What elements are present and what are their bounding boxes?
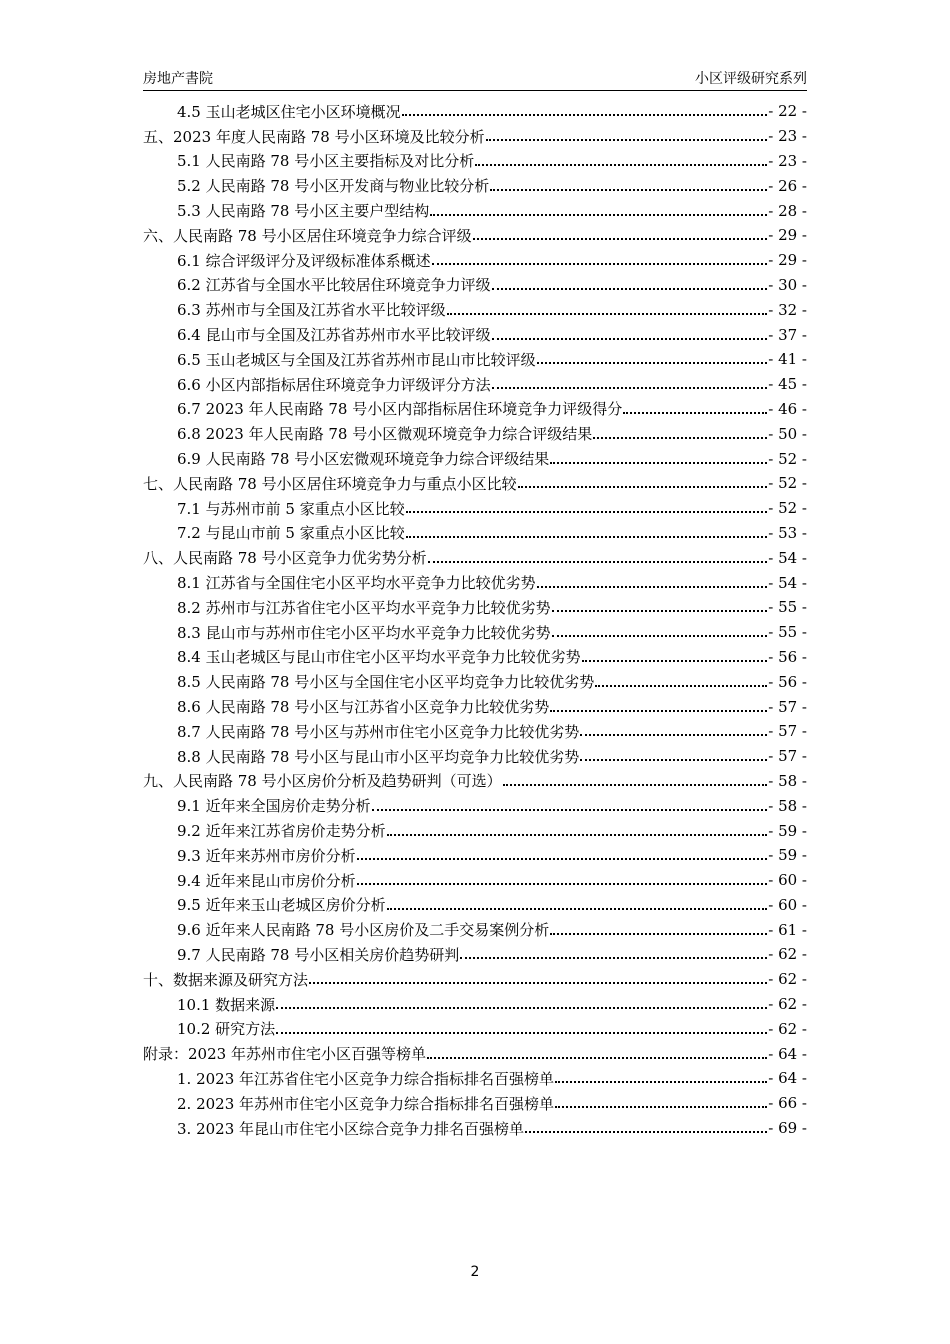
toc-entry[interactable] <box>143 149 807 174</box>
toc-entry-title: 9.6 近年来人民南路 78 号小区房价及二手交易案例分析 <box>177 921 550 940</box>
toc-entry-page: - 64 - <box>768 1069 807 1088</box>
toc-entry-page: - 57 - <box>768 697 807 716</box>
toc-entry[interactable] <box>143 545 807 570</box>
toc-entry-title: 6.7 2023 年人民南路 78 号小区内部指标居住环境竞争力评级得分 <box>177 400 623 419</box>
toc-entry-page: - 62 - <box>768 945 807 964</box>
toc-entry-page: - 52 - <box>768 499 807 518</box>
toc-leader-dots <box>492 338 768 340</box>
toc-leader-dots <box>486 139 768 141</box>
toc-entry[interactable] <box>143 421 807 446</box>
toc-leader-dots <box>580 734 767 736</box>
toc-entry-page: - 53 - <box>768 523 807 542</box>
toc-entry[interactable] <box>143 818 807 843</box>
toc-leader-dots <box>550 933 767 935</box>
toc-entry-title: 3. 2023 年昆山市住宅小区综合竞争力排名百强榜单 <box>177 1119 525 1138</box>
toc-entry[interactable] <box>143 719 807 744</box>
toc-entry-page: - 30 - <box>768 275 807 294</box>
toc-entry[interactable] <box>143 694 807 719</box>
toc-entry-page: - 41 - <box>768 350 807 369</box>
toc-leader-dots <box>550 710 767 712</box>
toc-entry-page: - 50 - <box>768 424 807 443</box>
toc-entry[interactable] <box>143 744 807 769</box>
toc-entry-page: - 59 - <box>768 821 807 840</box>
toc-entry-page: - 22 - <box>768 102 807 121</box>
toc-entry[interactable] <box>143 372 807 397</box>
toc-entry[interactable] <box>143 198 807 223</box>
toc-entry-page: - 62 - <box>768 970 807 989</box>
toc-leader-dots <box>593 437 767 439</box>
toc-leader-dots <box>276 1007 767 1009</box>
toc-entry-page: - 28 - <box>768 201 807 220</box>
toc-leader-dots <box>492 387 768 389</box>
toc-entry-page: - 57 - <box>768 747 807 766</box>
toc-entry[interactable] <box>143 595 807 620</box>
toc-entry-title: 9.1 近年来全国房价走势分析 <box>177 797 371 816</box>
toc-entry[interactable] <box>143 645 807 670</box>
toc-entry-title: 5.2 人民南路 78 号小区开发商与物业比较分析 <box>177 177 490 196</box>
toc-entry-title: 6.5 玉山老城区与全国及江苏省苏州市昆山市比较评级 <box>177 350 536 369</box>
toc-entry-title: 6.8 2023 年人民南路 78 号小区微观环境竞争力综合评级结果 <box>177 425 593 444</box>
toc-entry[interactable] <box>143 769 807 794</box>
toc-entry[interactable] <box>143 173 807 198</box>
toc-leader-dots <box>582 660 768 662</box>
toc-leader-dots <box>537 362 768 364</box>
toc-entry[interactable] <box>143 1091 807 1116</box>
toc-entry[interactable] <box>143 942 807 967</box>
toc-entry-page: - 66 - <box>768 1094 807 1113</box>
toc-entry-page: - 56 - <box>768 647 807 666</box>
toc-entry[interactable] <box>143 223 807 248</box>
toc-entry[interactable] <box>143 347 807 372</box>
toc-entry-title: 10.2 研究方法 <box>177 1020 276 1039</box>
toc-entry-title: 6.2 江苏省与全国水平比较居住环境竞争力评级 <box>177 276 491 295</box>
toc-entry[interactable] <box>143 843 807 868</box>
toc-leader-dots <box>357 858 768 860</box>
toc-leader-dots <box>402 114 768 116</box>
toc-entry-title: 1. 2023 年江苏省住宅小区竞争力综合指标排名百强榜单 <box>177 1069 555 1088</box>
toc-entry-page: - 29 - <box>768 251 807 270</box>
toc-leader-dots <box>387 908 768 910</box>
toc-entry-title: 9.5 近年来玉山老城区房价分析 <box>177 896 386 915</box>
toc-entry[interactable] <box>143 620 807 645</box>
toc-entry-title: 8.5 人民南路 78 号小区与全国住宅小区平均竞争力比较优劣势 <box>177 673 595 692</box>
toc-entry-title: 九、人民南路 78 号小区房价分析及趋势研判（可选） <box>143 772 502 791</box>
toc-entry-title: 8.6 人民南路 78 号小区与江苏省小区竞争力比较优劣势 <box>177 698 550 717</box>
toc-entry-page: - 52 - <box>768 449 807 468</box>
toc-leader-dots <box>490 189 767 191</box>
toc-entry[interactable] <box>143 893 807 918</box>
page-header <box>143 68 807 91</box>
toc-entry-page: - 59 - <box>768 846 807 865</box>
toc-entry-page: - 37 - <box>768 325 807 344</box>
toc-entry[interactable] <box>143 992 807 1017</box>
toc-leader-dots <box>525 1131 767 1133</box>
toc-entry-title: 8.1 江苏省与全国住宅小区平均水平竞争力比较优劣势 <box>177 574 536 593</box>
toc-entry[interactable] <box>143 570 807 595</box>
toc-entry[interactable] <box>143 521 807 546</box>
toc-entry[interactable] <box>143 322 807 347</box>
toc-entry-page: - 54 - <box>768 548 807 567</box>
toc-entry[interactable] <box>143 273 807 298</box>
toc-entry-title: 8.7 人民南路 78 号小区与苏州市住宅小区竞争力比较优劣势 <box>177 722 580 741</box>
toc-entry-page: - 52 - <box>768 474 807 493</box>
toc-entry-page: - 64 - <box>768 1044 807 1063</box>
toc-entry-title: 7.2 与昆山市前 5 家重点小区比较 <box>177 524 405 543</box>
toc-entry-title: 附录：2023 年苏州市住宅小区百强等榜单 <box>143 1045 426 1064</box>
toc-entry[interactable] <box>143 1066 807 1091</box>
toc-entry[interactable] <box>143 868 807 893</box>
toc-leader-dots <box>550 462 767 464</box>
toc-leader-dots <box>555 1081 767 1083</box>
toc-entry[interactable] <box>143 397 807 422</box>
toc-leader-dots <box>309 982 767 984</box>
toc-leader-dots <box>475 164 767 166</box>
toc-entry-page: - 32 - <box>768 300 807 319</box>
toc-entry-title: 9.4 近年来昆山市房价分析 <box>177 871 356 890</box>
toc-entry[interactable] <box>143 1116 807 1141</box>
toc-entry-page: - 61 - <box>768 920 807 939</box>
toc-entry-page: - 54 - <box>768 573 807 592</box>
toc-entry-title: 五、2023 年度人民南路 78 号小区环境及比较分析 <box>143 127 485 146</box>
toc-entry-title: 9.7 人民南路 78 号小区相关房价趋势研判 <box>177 945 460 964</box>
header-series: 小区评级研究系列 <box>695 71 807 87</box>
toc-leader-dots <box>447 313 768 315</box>
toc-entry-title: 6.6 小区内部指标居住环境竞争力评级评分方法 <box>177 375 491 394</box>
toc-entry-page: - 58 - <box>768 796 807 815</box>
toc-leader-dots <box>623 412 767 414</box>
toc-entry-page: - 62 - <box>768 995 807 1014</box>
toc-entry[interactable] <box>143 967 807 992</box>
toc-entry-page: - 46 - <box>768 399 807 418</box>
toc-entry-page: - 26 - <box>768 176 807 195</box>
toc-leader-dots <box>492 288 768 290</box>
toc-leader-dots <box>427 1057 767 1059</box>
toc-leader-dots <box>357 883 768 885</box>
toc-entry[interactable] <box>143 471 807 496</box>
toc-entry-page: - 58 - <box>768 771 807 790</box>
toc-leader-dots <box>432 263 768 265</box>
toc-entry-title: 6.9 人民南路 78 号小区宏微观环境竞争力综合评级结果 <box>177 450 550 469</box>
toc-entry-page: - 62 - <box>768 1019 807 1038</box>
toc-leader-dots <box>430 214 767 216</box>
toc-entry-title: 2. 2023 年苏州市住宅小区竞争力综合指标排名百强榜单 <box>177 1094 555 1113</box>
toc-entry-title: 4.5 玉山老城区住宅小区环境概况 <box>177 102 401 121</box>
toc-leader-dots <box>387 834 768 836</box>
toc-leader-dots <box>555 1106 767 1108</box>
toc-entry-page: - 69 - <box>768 1119 807 1138</box>
table-of-contents <box>143 99 807 1140</box>
toc-leader-dots <box>276 1032 767 1034</box>
toc-entry-page: - 60 - <box>768 871 807 890</box>
toc-entry-title: 六、人民南路 78 号小区居住环境竞争力综合评级 <box>143 226 472 245</box>
toc-entry-title: 8.2 苏州市与江苏省住宅小区平均水平竞争力比较优劣势 <box>177 598 551 617</box>
toc-entry[interactable] <box>143 124 807 149</box>
toc-entry-page: - 29 - <box>768 226 807 245</box>
toc-leader-dots <box>595 685 767 687</box>
toc-leader-dots <box>518 486 768 488</box>
toc-entry-title: 七、人民南路 78 号小区居住环境竞争力与重点小区比较 <box>143 474 517 493</box>
toc-entry-title: 十、数据来源及研究方法 <box>143 970 309 989</box>
toc-leader-dots <box>503 784 768 786</box>
toc-entry-page: - 23 - <box>768 127 807 146</box>
toc-leader-dots <box>428 561 768 563</box>
toc-leader-dots <box>552 635 768 637</box>
toc-entry-title: 10.1 数据来源 <box>177 995 276 1014</box>
toc-entry-title: 9.3 近年来苏州市房价分析 <box>177 846 356 865</box>
toc-leader-dots <box>372 809 768 811</box>
toc-entry[interactable] <box>143 446 807 471</box>
toc-leader-dots <box>460 957 767 959</box>
toc-entry-page: - 56 - <box>768 672 807 691</box>
toc-entry[interactable] <box>143 248 807 273</box>
toc-entry-page: - 60 - <box>768 895 807 914</box>
toc-entry-page: - 57 - <box>768 722 807 741</box>
toc-entry[interactable] <box>143 917 807 942</box>
toc-entry-page: - 45 - <box>768 375 807 394</box>
toc-leader-dots <box>552 610 768 612</box>
toc-entry-title: 八、人民南路 78 号小区竞争力优劣势分析 <box>143 549 427 568</box>
toc-entry[interactable] <box>143 99 807 124</box>
toc-entry-title: 6.3 苏州市与全国及江苏省水平比较评级 <box>177 301 446 320</box>
toc-entry-title: 5.1 人民南路 78 号小区主要指标及对比分析 <box>177 152 475 171</box>
toc-entry[interactable] <box>143 1016 807 1041</box>
toc-entry-title: 6.4 昆山市与全国及江苏省苏州市水平比较评级 <box>177 326 491 345</box>
toc-leader-dots <box>406 536 768 538</box>
toc-entry[interactable] <box>143 1041 807 1066</box>
toc-entry-page: - 55 - <box>768 623 807 642</box>
toc-entry-page: - 55 - <box>768 598 807 617</box>
toc-entry-title: 5.3 人民南路 78 号小区主要户型结构 <box>177 202 430 221</box>
header-publisher: 房地产書院 <box>143 71 213 87</box>
toc-entry-title: 8.8 人民南路 78 号小区与昆山市小区平均竞争力比较优劣势 <box>177 747 580 766</box>
toc-leader-dots <box>537 586 768 588</box>
toc-entry-title: 6.1 综合评级评分及评级标准体系概述 <box>177 251 431 270</box>
toc-entry-page: - 23 - <box>768 151 807 170</box>
toc-entry-title: 8.3 昆山市与苏州市住宅小区平均水平竞争力比较优劣势 <box>177 623 551 642</box>
toc-leader-dots <box>473 238 768 240</box>
toc-leader-dots <box>580 759 767 761</box>
toc-entry-title: 8.4 玉山老城区与昆山市住宅小区平均水平竞争力比较优劣势 <box>177 648 581 667</box>
toc-entry-title: 9.2 近年来江苏省房价走势分析 <box>177 822 386 840</box>
page-number: 2 <box>470 1264 480 1280</box>
toc-entry[interactable] <box>143 496 807 521</box>
toc-entry-title: 7.1 与苏州市前 5 家重点小区比较 <box>177 499 405 518</box>
toc-entry[interactable] <box>143 297 807 322</box>
toc-leader-dots <box>406 511 768 513</box>
toc-entry[interactable] <box>143 793 807 818</box>
toc-entry[interactable] <box>143 669 807 694</box>
